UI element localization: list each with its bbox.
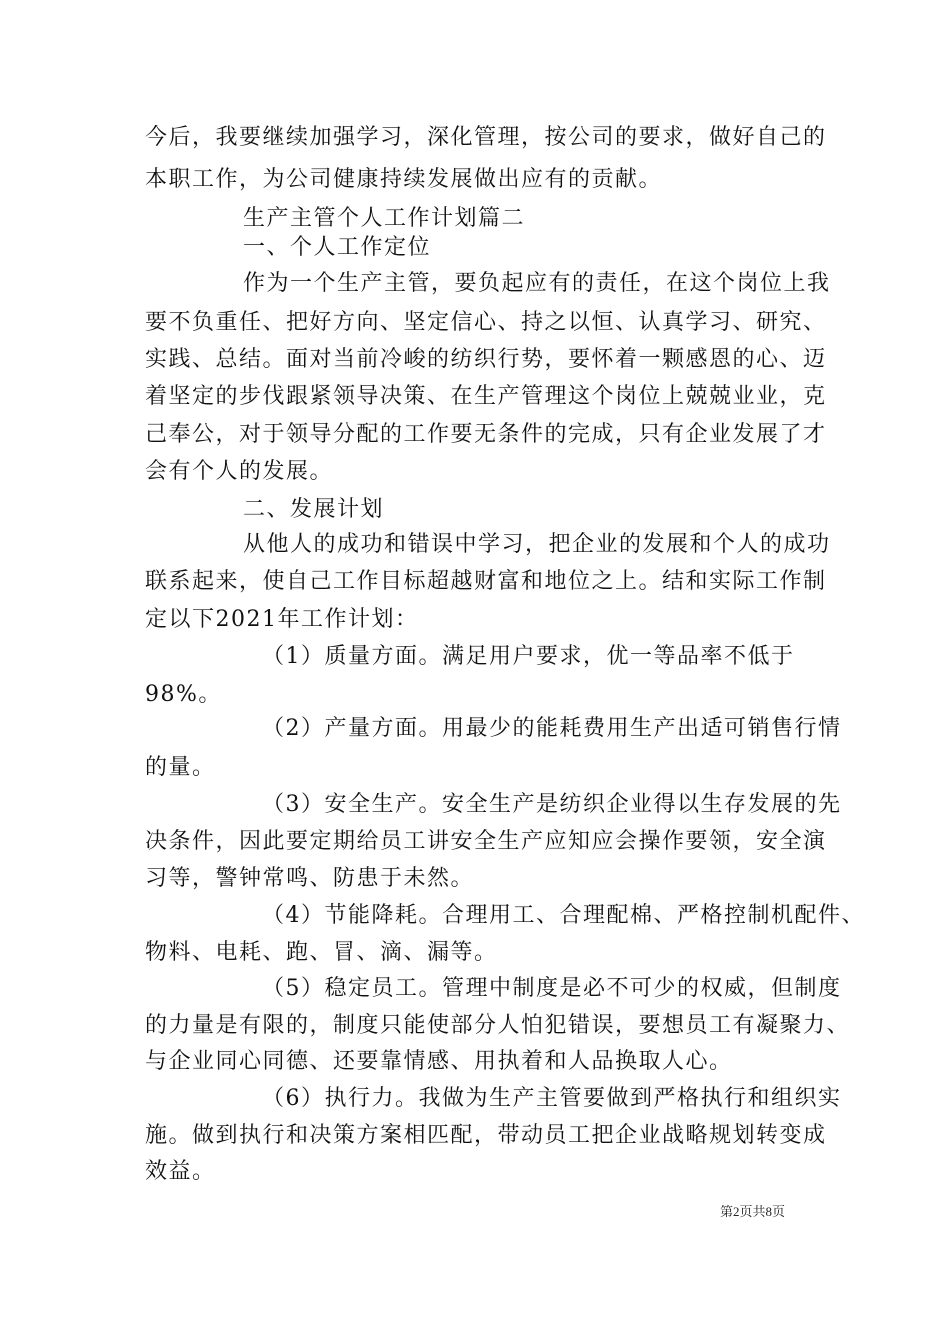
body-line: 习等，警钟常鸣、防患于未然。 bbox=[145, 866, 475, 891]
body-line: 效益。 bbox=[145, 1159, 216, 1184]
body-line: 定以下2021年工作计划： bbox=[145, 607, 419, 632]
list-item-first-line: （1）质量方面。满足用户要求，优一等品率不低于 bbox=[262, 644, 795, 669]
body-line: 着坚定的步伐跟紧领导决策、在生产管理这个岗位上兢兢业业，克 bbox=[145, 384, 827, 409]
body-line: 要不负重任、把好方向、坚定信心、持之以恒、认真学习、研究、 bbox=[145, 310, 827, 335]
body-line: 决条件，因此要定期给员工讲安全生产应知应会操作要领，安全演 bbox=[145, 829, 827, 854]
body-line: 的力量是有限的，制度只能使部分人怕犯错误，要想员工有凝聚力、 bbox=[145, 1013, 851, 1038]
list-item-first-line: （2）产量方面。用最少的能耗费用生产出适可销售行情 bbox=[262, 716, 842, 741]
page-number-footer: 第2页共8页 bbox=[720, 1204, 786, 1219]
section-heading: 生产主管个人工作计划篇二 bbox=[243, 206, 526, 231]
body-line: 本职工作，为公司健康持续发展做出应有的贡献。 bbox=[145, 167, 663, 192]
list-item-first-line: （3）安全生产。安全生产是纺织企业得以生存发展的先 bbox=[262, 792, 842, 817]
paragraph-first-line: 作为一个生产主管，要负起应有的责任，在这个岗位上我 bbox=[243, 271, 831, 296]
body-line: 会有个人的发展。 bbox=[145, 459, 334, 484]
list-item-first-line: （6）执行力。我做为生产主管要做到严格执行和组织实 bbox=[262, 1086, 842, 1111]
list-item-first-line: （5）稳定员工。管理中制度是必不可少的权威，但制度 bbox=[262, 976, 842, 1001]
list-item-first-line: （4）节能降耗。合理用工、合理配棉、严格控制机配件、 bbox=[262, 903, 865, 928]
section-heading: 二、发展计划 bbox=[243, 497, 385, 522]
body-line: 今后，我要继续加强学习，深化管理，按公司的要求，做好自己的 bbox=[145, 125, 827, 150]
body-line: 98%。 bbox=[145, 682, 222, 707]
body-line: 己奉公，对于领导分配的工作要无条件的完成，只有企业发展了才 bbox=[145, 422, 827, 447]
body-line: 施。做到执行和决策方案相匹配，带动员工把企业战略规划转变成 bbox=[145, 1123, 827, 1148]
body-line: 联系起来，使自己工作目标超越财富和地位之上。结和实际工作制 bbox=[145, 569, 827, 594]
paragraph-first-line: 从他人的成功和错误中学习，把企业的发展和个人的成功 bbox=[243, 532, 831, 557]
body-line: 与企业同心同德、还要靠情感、用执着和人品换取人心。 bbox=[145, 1049, 733, 1074]
body-line: 物料、电耗、跑、冒、滴、漏等。 bbox=[145, 940, 498, 965]
body-line: 实践、总结。面对当前冷峻的纺织行势，要怀着一颗感恩的心、迈 bbox=[145, 347, 827, 372]
section-heading: 一、个人工作定位 bbox=[243, 235, 432, 260]
body-line: 的量。 bbox=[145, 755, 216, 780]
